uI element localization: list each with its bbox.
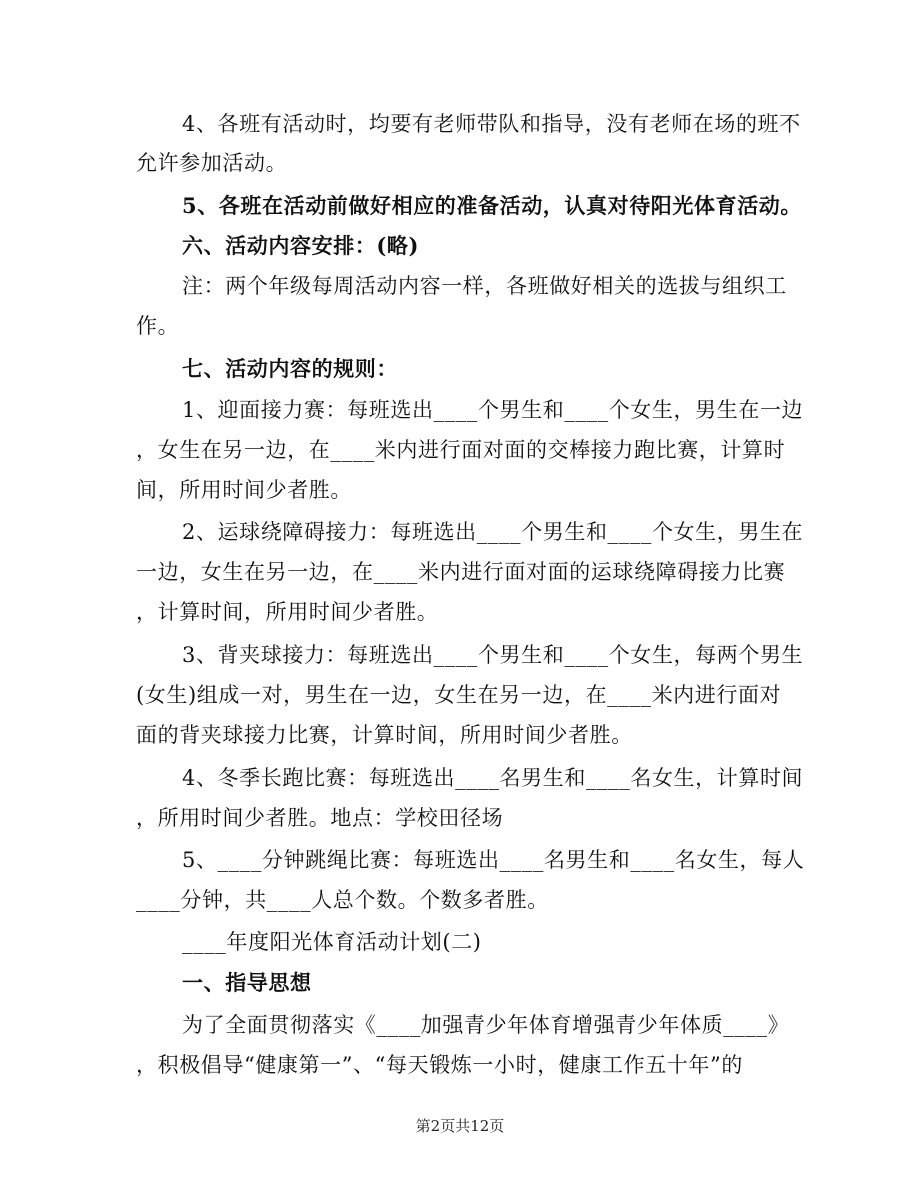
section-heading-6: 六、活动内容安排：(略) xyxy=(182,233,420,258)
text-line-5: 注：两个年级每周活动内容一样，各班做好相关的选拔与组织工 xyxy=(182,274,787,298)
subtitle-line: ____年度阳光体育活动计划(二) xyxy=(182,930,482,954)
text-line-8: 1、迎面接力赛：每班选出____个男生和____个女生，男生在一边 xyxy=(182,398,804,422)
text-line-16: 面的背夹球接力比赛，计算时间，所用时间少者胜。 xyxy=(136,723,633,747)
text-line-20: ____分钟，共____人总个数。个数多者胜。 xyxy=(136,888,549,912)
text-line-10: 间，所用时间少者胜。 xyxy=(136,478,352,502)
text-line-18: ，所用时间少者胜。地点：学校田径场 xyxy=(136,806,504,830)
text-line-19: 5、____分钟跳绳比赛：每班选出____名男生和____名女生，每人 xyxy=(182,848,805,872)
text-line-13: ，计算时间，所用时间少者胜。 xyxy=(136,600,439,624)
text-line-12: 一边，女生在另一边，在____米内进行面对面的运球绕障碍接力比赛 xyxy=(136,560,786,584)
text-line-14: 3、背夹球接力：每班选出____个男生和____个女生，每两个男生 xyxy=(182,643,804,667)
text-line-1: 4、各班有活动时，均要有老师带队和指导，没有老师在场的班不 xyxy=(182,112,801,136)
text-line-24: ，积极倡导“健康第一”、“每天锻炼一小时，健康工作五十年”的 xyxy=(136,1053,743,1077)
text-line-3: 5、各班在活动前做好相应的准备活动，认真对待阳光体育活动。 xyxy=(182,193,803,218)
text-line-23: 为了全面贯彻落实《____加强青少年体育增强青少年体质____》 xyxy=(182,1013,790,1037)
page-number: 第2页共12页 xyxy=(415,1117,505,1135)
text-line-2: 允许参加活动。 xyxy=(136,151,288,175)
text-line-9: ，女生在另一边，在____米内进行面对面的交棒接力跑比赛，计算时 xyxy=(136,438,786,462)
text-line-6: 作。 xyxy=(136,314,180,338)
text-line-17: 4、冬季长跑比赛：每班选出____名男生和____名女生，计算时间 xyxy=(182,766,804,790)
section-heading-guiding: 一、指导思想 xyxy=(182,970,312,995)
section-heading-7: 七、活动内容的规则： xyxy=(182,356,398,381)
text-line-15: (女生)组成一对，男生在一边，女生在另一边，在____米内进行面对 xyxy=(136,683,782,707)
text-line-11: 2、运球绕障碍接力：每班选出____个男生和____个女生，男生在 xyxy=(182,520,804,544)
